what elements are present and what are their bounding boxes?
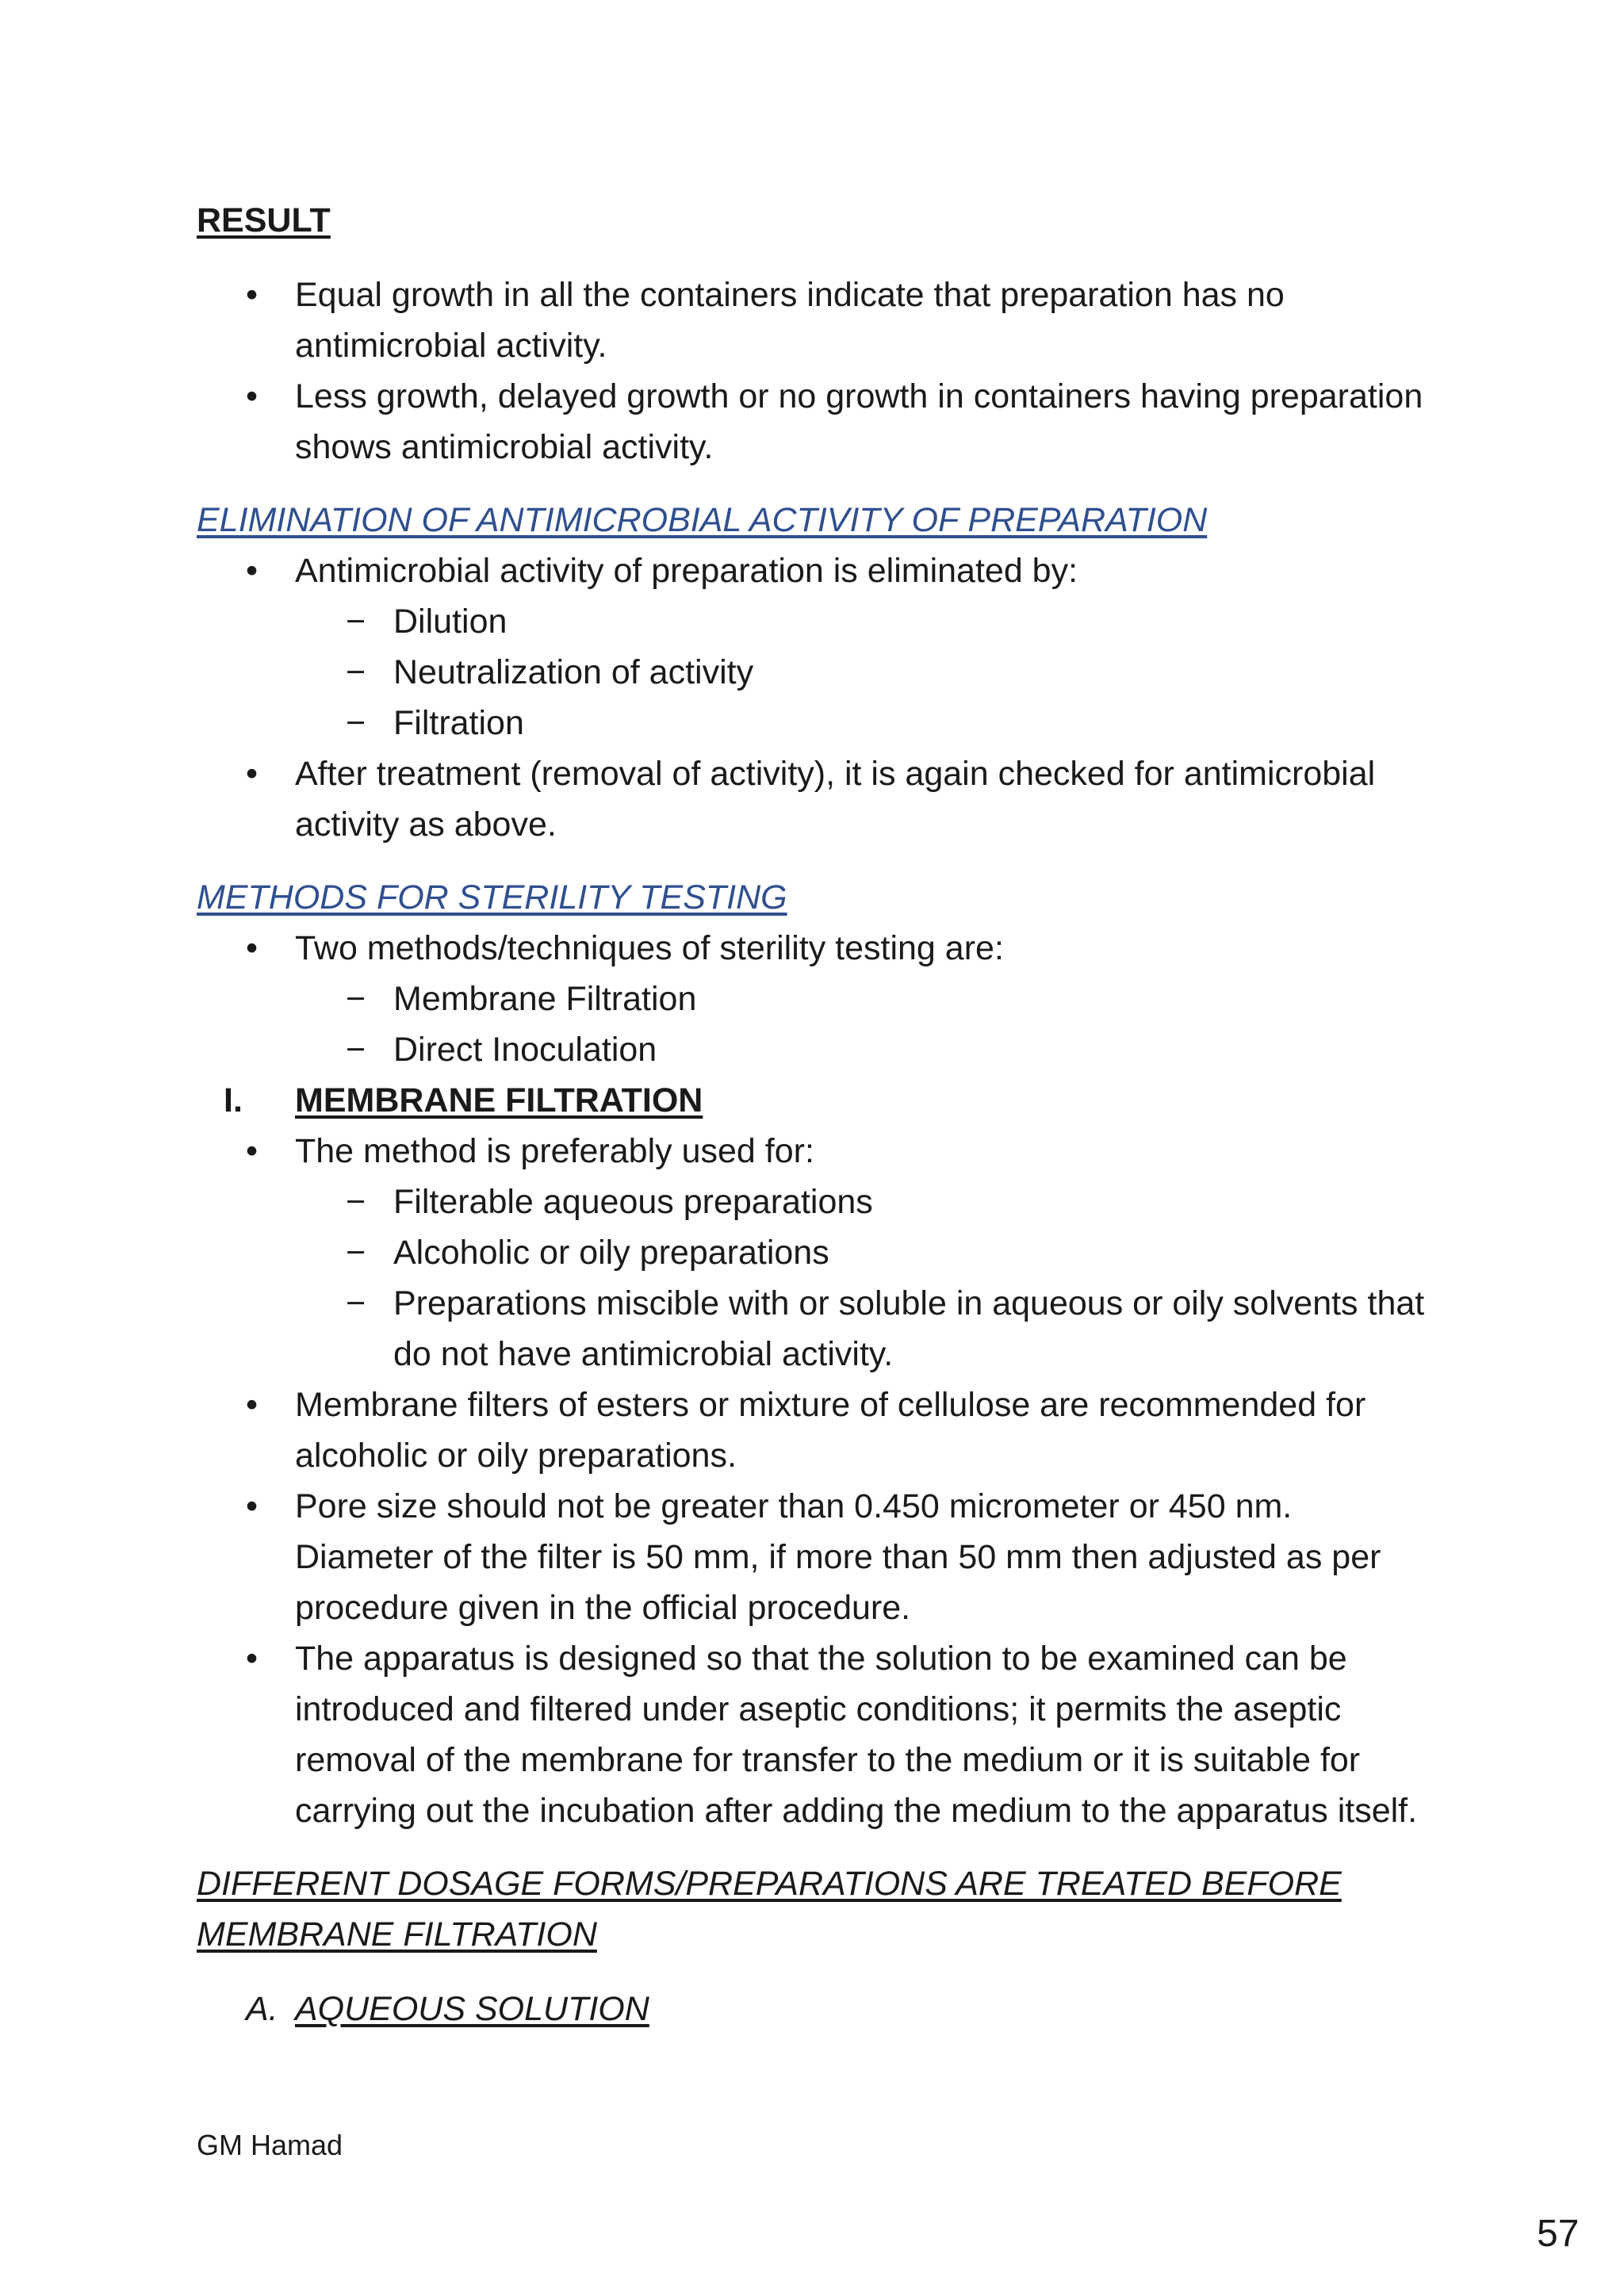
membrane-points-list bbox=[197, 1380, 1434, 1836]
list-item: − Dilution bbox=[197, 596, 1434, 647]
elimination-methods-list bbox=[197, 596, 1434, 748]
list-item: − Membrane Filtration bbox=[197, 974, 1434, 1024]
section-letter: A. bbox=[246, 1990, 278, 2028]
list-item: • The method is preferably used for: bbox=[197, 1126, 1434, 1177]
page-number: 57 bbox=[1537, 2213, 1580, 2255]
membrane-intro-list bbox=[197, 1126, 1434, 1177]
list-item: − Filterable aqueous preparations bbox=[197, 1177, 1434, 1227]
dosage-forms-heading: DIFFERENT DOSAGE FORMS/PREPARATIONS ARE TREATED BEFORE MEMBRANE FILTRATION bbox=[197, 1865, 1342, 1954]
page-content bbox=[197, 195, 1434, 2034]
list-item: • After treatment (removal of activity), it is again checked for antimicrobial activity as above. bbox=[197, 748, 1434, 850]
result-heading: RESULT bbox=[197, 201, 331, 239]
methods-list bbox=[197, 974, 1434, 1075]
elimination-after-list bbox=[197, 748, 1434, 850]
list-item: − Filtration bbox=[197, 698, 1434, 748]
list-item: • Two methods/techniques of sterility testing are: bbox=[197, 923, 1434, 974]
section-title: AQUEOUS SOLUTION bbox=[295, 1990, 649, 2028]
result-list bbox=[197, 270, 1434, 473]
section-title: MEMBRANE FILTRATION bbox=[295, 1081, 703, 1119]
list-item: • Less growth, delayed growth or no growth in containers having preparation shows antimicrobial activity. bbox=[197, 371, 1434, 473]
footer-author: GM Hamad bbox=[197, 2129, 343, 2161]
list-item: • Equal growth in all the containers indicate that preparation has no antimicrobial activity. bbox=[197, 270, 1434, 371]
elimination-list bbox=[197, 545, 1434, 596]
elimination-heading: ELIMINATION OF ANTIMICROBIAL ACTIVITY OF PREPARATION bbox=[197, 501, 1208, 539]
aqueous-solution-heading bbox=[197, 1984, 1434, 2034]
section-number: I. bbox=[224, 1081, 243, 1119]
list-item: • Antimicrobial activity of preparation is eliminated by: bbox=[197, 545, 1434, 596]
list-item: • Pore size should not be greater than 0.450 micrometer or 450 nm. Diameter of the filter is 50 mm, if more than 50 mm then adjusted as per procedure given in the official procedure. bbox=[197, 1481, 1434, 1633]
list-item: − Neutralization of activity bbox=[197, 647, 1434, 698]
membrane-filtration-heading bbox=[197, 1075, 1434, 1126]
methods-intro-list bbox=[197, 923, 1434, 974]
list-item: − Preparations miscible with or soluble in aqueous or oily solvents that do not have antimicrobial activity. bbox=[197, 1278, 1434, 1380]
list-item: • Membrane filters of esters or mixture of cellulose are recommended for alcoholic or oily preparations. bbox=[197, 1380, 1434, 1481]
list-item: − Direct Inoculation bbox=[197, 1024, 1434, 1075]
list-item: • The apparatus is designed so that the solution to be examined can be introduced and filtered under aseptic conditions; it permits the aseptic removal of the membrane for transfer to the medium or it is suitable for carrying out the incubation after adding the medium to the apparatus itself. bbox=[197, 1633, 1434, 1836]
methods-heading: METHODS FOR STERILITY TESTING bbox=[197, 878, 787, 916]
list-item: − Alcoholic or oily preparations bbox=[197, 1227, 1434, 1278]
membrane-uses-list bbox=[197, 1177, 1434, 1380]
